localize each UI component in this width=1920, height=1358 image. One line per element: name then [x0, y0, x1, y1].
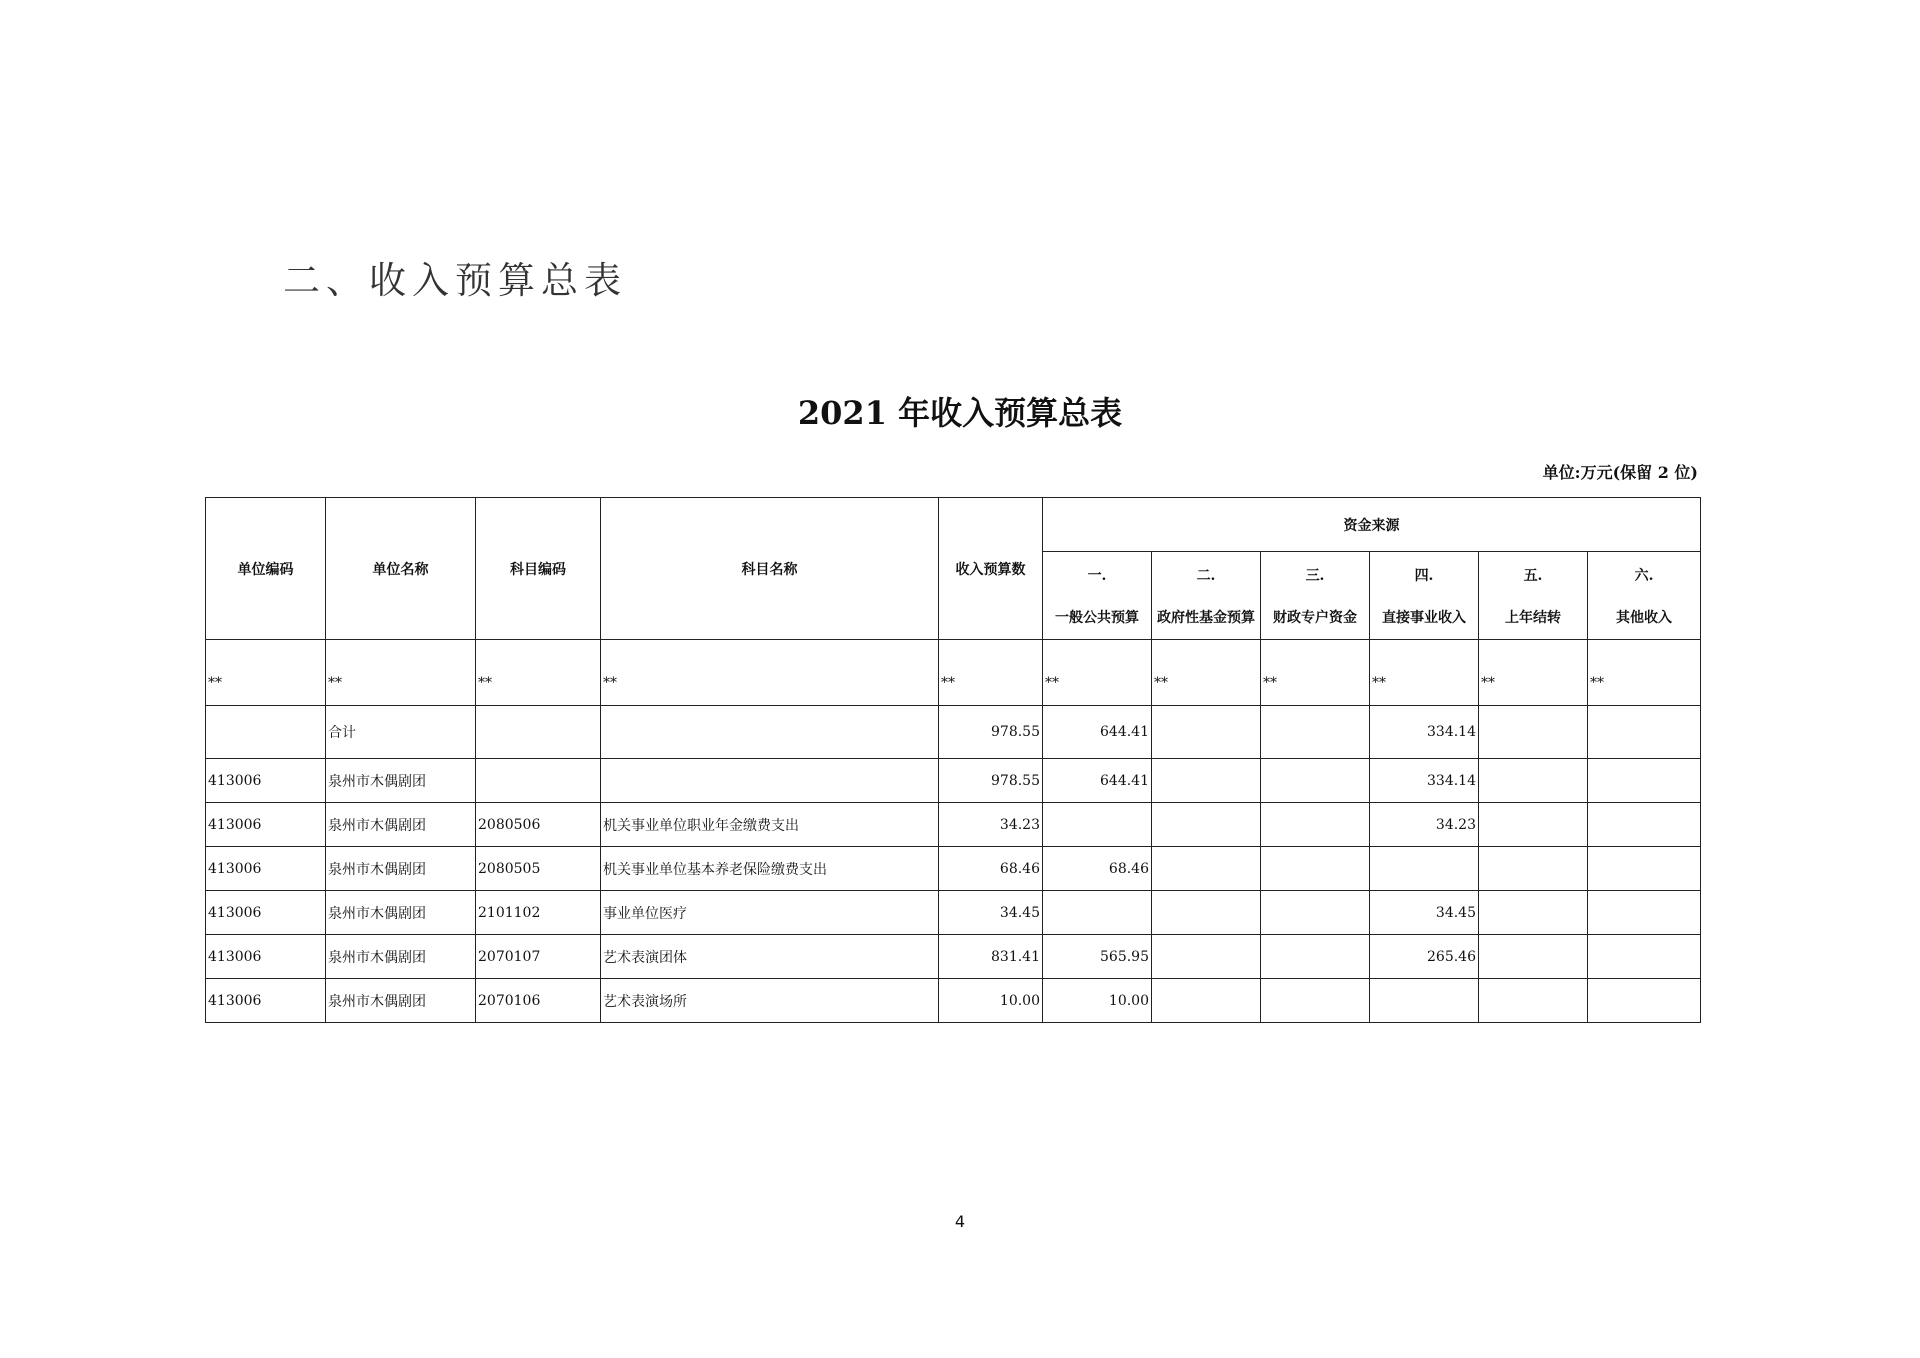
section-heading: 二、收入预算总表 — [283, 259, 627, 302]
detail-row — [206, 979, 1701, 1023]
subject-name-cell: 机关事业单位基本养老保险缴费支出 — [601, 847, 939, 891]
source-label: 其他收入 — [1616, 609, 1673, 626]
fiscal-special-cell — [1261, 847, 1370, 891]
source-label: 政府性基金预算 — [1157, 609, 1255, 626]
col-header-direct-income — [1370, 552, 1479, 640]
source-number: 三. — [1305, 567, 1325, 584]
income-total-cell: 34.23 — [939, 803, 1043, 847]
unit-name-cell: 泉州市木偶剧团 — [326, 759, 476, 803]
gov-fund-cell — [1152, 803, 1261, 847]
fiscal-special-cell — [1261, 891, 1370, 935]
placeholder-cell: ** — [1588, 640, 1701, 706]
col-header-other — [1588, 552, 1701, 640]
unit-code-cell — [206, 706, 326, 759]
direct-income-cell: 34.23 — [1370, 803, 1479, 847]
col-header-subject-code: 科目编码 — [476, 498, 601, 640]
col-header-income-total: 收入预算数 — [939, 498, 1043, 640]
income-budget-table — [205, 497, 1701, 1023]
general-budget-cell — [1043, 803, 1152, 847]
subject-name-cell: 艺术表演团体 — [601, 935, 939, 979]
general-budget-cell: 644.41 — [1043, 706, 1152, 759]
unit-note: 单位:万元(保留 2 位) — [1542, 463, 1698, 482]
unit-name-cell: 泉州市木偶剧团 — [326, 847, 476, 891]
source-label: 财政专户资金 — [1273, 609, 1357, 626]
placeholder-cell: ** — [326, 640, 476, 706]
gov-fund-cell — [1152, 706, 1261, 759]
col-header-unit-name: 单位名称 — [326, 498, 476, 640]
gov-fund-cell — [1152, 847, 1261, 891]
subject-code-cell: 2101102 — [476, 891, 601, 935]
detail-row — [206, 847, 1701, 891]
placeholder-cell: ** — [1043, 640, 1152, 706]
unit-name-cell: 合计 — [326, 706, 476, 759]
general-budget-cell: 68.46 — [1043, 847, 1152, 891]
source-number: 一. — [1087, 567, 1107, 584]
income-total-cell: 978.55 — [939, 706, 1043, 759]
placeholder-cell: ** — [1152, 640, 1261, 706]
income-total-cell: 10.00 — [939, 979, 1043, 1023]
general-budget-cell: 10.00 — [1043, 979, 1152, 1023]
col-header-subject-name: 科目名称 — [601, 498, 939, 640]
fiscal-special-cell — [1261, 803, 1370, 847]
carryover-cell — [1479, 759, 1588, 803]
fiscal-special-cell — [1261, 759, 1370, 803]
general-budget-cell — [1043, 891, 1152, 935]
source-number: 六. — [1634, 567, 1654, 584]
other-cell — [1588, 979, 1701, 1023]
carryover-cell — [1479, 803, 1588, 847]
carryover-cell — [1479, 891, 1588, 935]
subject-name-cell — [601, 759, 939, 803]
col-header-funding-source: 资金来源 — [1043, 498, 1701, 552]
subject-code-cell: 2080505 — [476, 847, 601, 891]
income-total-cell: 68.46 — [939, 847, 1043, 891]
gov-fund-cell — [1152, 891, 1261, 935]
source-number: 四. — [1414, 567, 1434, 584]
gov-fund-cell — [1152, 979, 1261, 1023]
other-cell — [1588, 935, 1701, 979]
unit-row — [206, 759, 1701, 803]
source-label: 一般公共预算 — [1055, 609, 1139, 626]
col-header-fiscal-special — [1261, 552, 1370, 640]
unit-name-cell: 泉州市木偶剧团 — [326, 891, 476, 935]
placeholder-cell: ** — [476, 640, 601, 706]
col-header-gov-fund — [1152, 552, 1261, 640]
gov-fund-cell — [1152, 935, 1261, 979]
direct-income-cell: 334.14 — [1370, 759, 1479, 803]
other-cell — [1588, 803, 1701, 847]
page-number: 4 — [954, 1212, 966, 1231]
unit-code-cell: 413006 — [206, 803, 326, 847]
subject-code-cell — [476, 759, 601, 803]
subject-name-cell: 艺术表演场所 — [601, 979, 939, 1023]
other-cell — [1588, 706, 1701, 759]
unit-code-cell: 413006 — [206, 935, 326, 979]
header-row-1 — [206, 498, 1701, 552]
unit-name-cell: 泉州市木偶剧团 — [326, 935, 476, 979]
detail-row — [206, 803, 1701, 847]
placeholder-cell: ** — [206, 640, 326, 706]
income-total-cell: 978.55 — [939, 759, 1043, 803]
subject-code-cell: 2080506 — [476, 803, 601, 847]
subject-name-cell — [601, 706, 939, 759]
fiscal-special-cell — [1261, 706, 1370, 759]
income-total-cell: 34.45 — [939, 891, 1043, 935]
carryover-cell — [1479, 706, 1588, 759]
placeholder-cell: ** — [1261, 640, 1370, 706]
carryover-cell — [1479, 979, 1588, 1023]
gov-fund-cell — [1152, 759, 1261, 803]
col-header-carryover — [1479, 552, 1588, 640]
subject-name-cell: 事业单位医疗 — [601, 891, 939, 935]
source-number: 五. — [1523, 567, 1543, 584]
placeholder-cell: ** — [1479, 640, 1588, 706]
subject-code-cell — [476, 706, 601, 759]
direct-income-cell: 265.46 — [1370, 935, 1479, 979]
placeholder-cell: ** — [939, 640, 1043, 706]
unit-code-cell: 413006 — [206, 979, 326, 1023]
col-header-general-budget — [1043, 552, 1152, 640]
total-row — [206, 706, 1701, 759]
other-cell — [1588, 847, 1701, 891]
carryover-cell — [1479, 847, 1588, 891]
unit-code-cell: 413006 — [206, 847, 326, 891]
income-total-cell: 831.41 — [939, 935, 1043, 979]
other-cell — [1588, 759, 1701, 803]
fiscal-special-cell — [1261, 935, 1370, 979]
source-label: 上年结转 — [1505, 609, 1561, 626]
carryover-cell — [1479, 935, 1588, 979]
direct-income-cell: 34.45 — [1370, 891, 1479, 935]
direct-income-cell: 334.14 — [1370, 706, 1479, 759]
placeholder-cell: ** — [1370, 640, 1479, 706]
placeholder-cell: ** — [601, 640, 939, 706]
source-label: 直接事业收入 — [1382, 609, 1466, 626]
unit-name-cell: 泉州市木偶剧团 — [326, 803, 476, 847]
direct-income-cell — [1370, 979, 1479, 1023]
general-budget-cell: 644.41 — [1043, 759, 1152, 803]
source-number: 二. — [1196, 567, 1216, 584]
subject-code-cell: 2070107 — [476, 935, 601, 979]
col-header-unit-code: 单位编码 — [206, 498, 326, 640]
subject-code-cell: 2070106 — [476, 979, 601, 1023]
direct-income-cell — [1370, 847, 1479, 891]
unit-code-cell: 413006 — [206, 891, 326, 935]
general-budget-cell: 565.95 — [1043, 935, 1152, 979]
subject-name-cell: 机关事业单位职业年金缴费支出 — [601, 803, 939, 847]
other-cell — [1588, 891, 1701, 935]
table-title: 2021 年收入预算总表 — [797, 394, 1123, 432]
fiscal-special-cell — [1261, 979, 1370, 1023]
detail-row — [206, 935, 1701, 979]
unit-name-cell: 泉州市木偶剧团 — [326, 979, 476, 1023]
placeholder-row — [206, 640, 1701, 706]
unit-code-cell: 413006 — [206, 759, 326, 803]
detail-row — [206, 891, 1701, 935]
